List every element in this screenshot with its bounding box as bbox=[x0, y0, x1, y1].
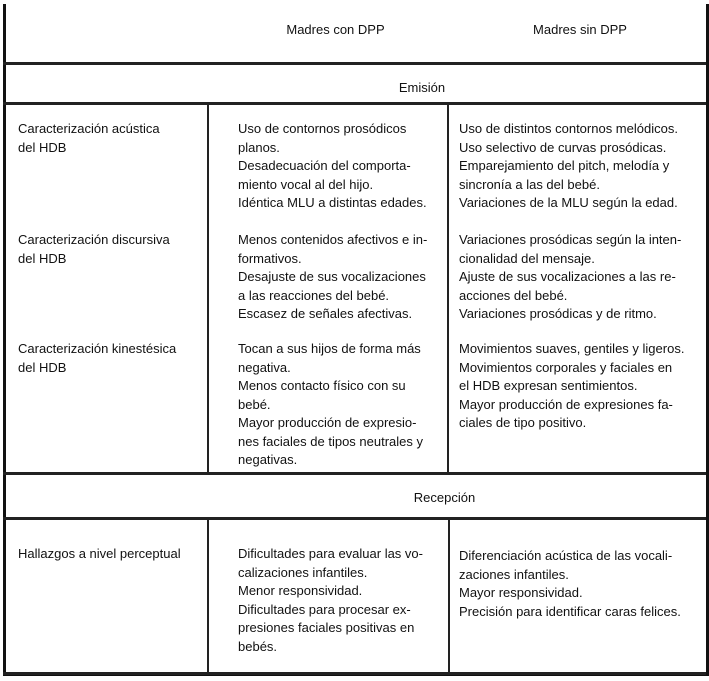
cell-line: negativa. bbox=[238, 359, 291, 375]
cell-line: el HDB expresan sentimientos. bbox=[459, 378, 638, 393]
cell-line: del HDB bbox=[18, 250, 67, 266]
cell-line: Desadecuación del comporta- bbox=[238, 158, 411, 173]
cell-line: calizaciones infantiles. bbox=[238, 564, 368, 580]
cell-line: Mayor producción de expresiones fa- bbox=[459, 396, 673, 412]
cell-con-dpp bbox=[238, 545, 423, 656]
cell-line: Movimientos corporales y faciales en bbox=[459, 359, 673, 375]
cell-sin-dpp bbox=[459, 340, 684, 433]
cell-line: negativas. bbox=[238, 452, 298, 467]
cell-line: Variaciones de la MLU según la edad. bbox=[459, 195, 678, 210]
cell-line: Idéntica MLU a distintas edades. bbox=[238, 195, 427, 210]
divider bbox=[3, 62, 706, 65]
header-madres-sin-dpp: Madres sin DPP bbox=[533, 22, 627, 37]
cell-line: del HDB bbox=[18, 359, 67, 375]
divider bbox=[3, 472, 706, 475]
column-divider bbox=[207, 104, 209, 472]
cell-line: Dificultades para evaluar las vo- bbox=[238, 546, 423, 561]
cell-line: Precisión para identificar caras felices. bbox=[459, 603, 681, 619]
section-title-emision: Emisión bbox=[398, 80, 446, 95]
cell-line: Tocan a sus hijos de forma más bbox=[238, 341, 421, 356]
column-divider bbox=[207, 519, 209, 672]
cell-sin-dpp bbox=[459, 120, 678, 213]
cell-line: Escasez de señales afectivas. bbox=[238, 306, 413, 321]
cell-line: miento vocal al del hijo. bbox=[238, 176, 374, 192]
cell-line: Caracterización discursiva bbox=[18, 232, 170, 247]
cell-line: del HDB bbox=[18, 139, 67, 155]
cell-line: Variaciones prosódicas según la inten- bbox=[459, 232, 682, 247]
cell-line: Menos contacto físico con su bbox=[238, 378, 406, 393]
cell-line: Emparejamiento del pitch, melodía y bbox=[459, 158, 670, 173]
cell-line: Variaciones prosódicas y de ritmo. bbox=[459, 306, 657, 321]
column-divider bbox=[447, 104, 449, 472]
cell-line: Diferenciación acústica de las vocali- bbox=[459, 548, 673, 563]
cell-line: Mayor responsividad. bbox=[459, 585, 583, 600]
cell-line: Desajuste de sus vocalizaciones bbox=[238, 269, 426, 284]
cell-line: Ajuste de sus vocalizaciones a las re- bbox=[459, 269, 676, 284]
row-label bbox=[18, 545, 181, 564]
cell-line: presiones faciales positivas en bbox=[238, 620, 415, 635]
cell-line: Uso de distintos contornos melódicos. bbox=[459, 121, 678, 136]
cell-line: acciones del bebé. bbox=[459, 287, 568, 303]
cell-line: Hallazgos a nivel perceptual bbox=[18, 546, 181, 561]
section-title-recepcion: Recepción bbox=[413, 490, 476, 505]
row-label bbox=[18, 231, 170, 268]
cell-con-dpp bbox=[238, 231, 427, 324]
cell-line: cionalidad del mensaje. bbox=[459, 250, 595, 266]
cell-line: Uso selectivo de curvas prosódicas. bbox=[459, 139, 667, 155]
cell-line: sincronía a las del bebé. bbox=[459, 176, 600, 192]
header-madres-con-dpp: Madres con DPP bbox=[286, 22, 385, 37]
cell-line: Uso de contornos prosódicos bbox=[238, 121, 407, 136]
cell-line: zaciones infantiles. bbox=[459, 566, 569, 582]
cell-con-dpp bbox=[238, 120, 427, 213]
cell-line: bebé. bbox=[238, 396, 271, 412]
cell-line: bebés. bbox=[238, 638, 278, 654]
cell-line: Menor responsividad. bbox=[238, 583, 363, 598]
cell-line: Mayor producción de expresio- bbox=[238, 415, 417, 430]
row-label bbox=[18, 120, 160, 157]
cell-line: planos. bbox=[238, 139, 280, 155]
cell-line: nes faciales de tipos neutrales y bbox=[238, 433, 423, 449]
row-label bbox=[18, 340, 176, 377]
cell-sin-dpp bbox=[459, 231, 681, 324]
cell-line: Caracterización kinestésica bbox=[18, 341, 177, 356]
cell-sin-dpp bbox=[459, 547, 681, 621]
divider bbox=[3, 672, 706, 675]
divider bbox=[3, 102, 706, 105]
cell-line: formativos. bbox=[238, 250, 302, 266]
cell-line: a las reacciones del bebé. bbox=[238, 287, 390, 303]
cell-line: Dificultades para procesar ex- bbox=[238, 601, 411, 617]
column-divider bbox=[448, 519, 450, 672]
cell-con-dpp bbox=[238, 340, 423, 470]
cell-line: ciales de tipo positivo. bbox=[459, 415, 587, 430]
cell-line: Caracterización acústica bbox=[18, 121, 160, 136]
cell-line: Menos contenidos afectivos e in- bbox=[238, 232, 428, 247]
divider bbox=[3, 517, 706, 520]
cell-line: Movimientos suaves, gentiles y ligeros. bbox=[459, 341, 685, 356]
